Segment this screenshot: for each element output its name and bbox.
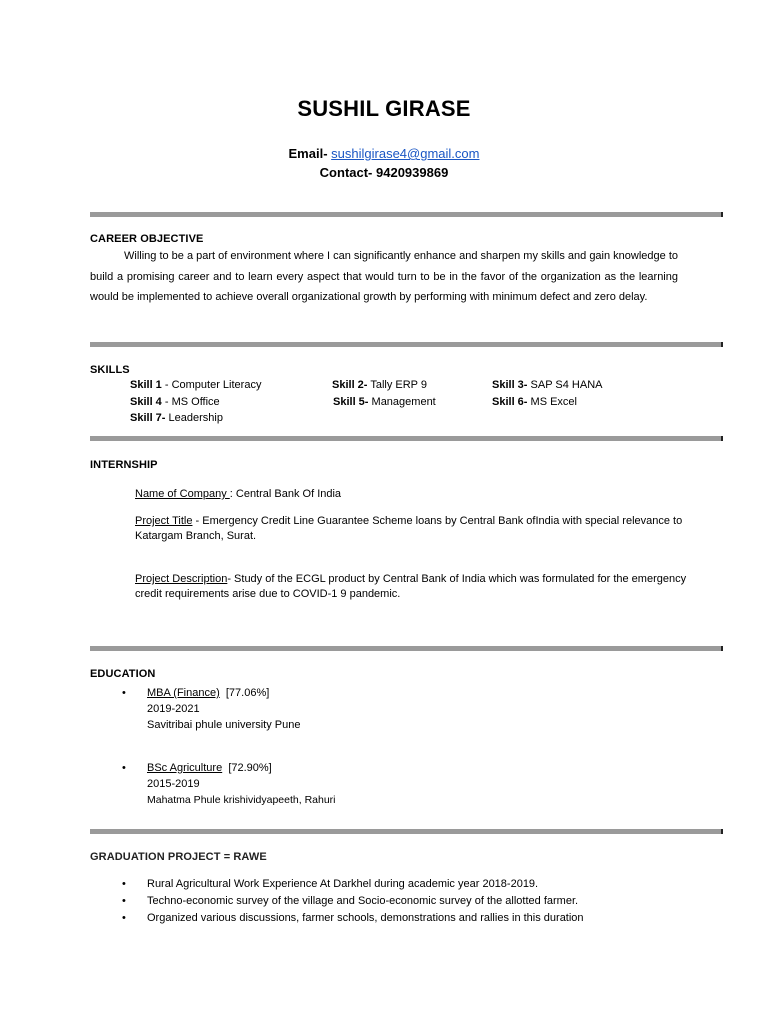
skill-item: Skill 4 - MS Office	[130, 396, 220, 408]
project-title-value: - Emergency Credit Line Guarantee Scheme loans by Central Bank ofIndia with special relevance to Katargam Branch, Surat.	[135, 515, 683, 542]
degree-score: [77.06%]	[219, 687, 270, 699]
bullet-icon: •	[122, 687, 126, 699]
project-description-value: - Study of the ECGL product by Central Bank of India which was formulated for the emergency credit requirements arise due to COVID-1 9 pandemic.	[135, 573, 687, 600]
bullet-icon: •	[122, 762, 126, 774]
degree-score: [72.90%]	[222, 762, 272, 774]
degree-institute: Mahatma Phule krishividyapeeth, Rahuri	[147, 794, 336, 806]
section-divider	[90, 646, 723, 651]
contact-label: Contact-	[319, 165, 373, 180]
section-divider	[90, 212, 723, 217]
graduation-item-text: Organized various discussions, farmer schools, demonstrations and rallies in this duration	[147, 912, 584, 924]
skill-item: Skill 6- MS Excel	[492, 396, 577, 408]
career-objective-body: Willing to be a part of environment where I can significantly enhance and sharpen my skills and gain knowledge to build a promising career and to learn every aspect that would turn to be in the favor of the organization as the learning would be implemented to achieve overall organizational growth by performing with minimum defect and zero delay.	[90, 250, 678, 303]
bullet-icon: •	[122, 912, 126, 924]
internship-company	[135, 487, 695, 502]
email-label: Email-	[288, 146, 328, 161]
career-objective-text	[90, 246, 678, 308]
graduation-project-heading: GRADUATION PROJECT = RAWE	[90, 851, 267, 863]
graduation-item-text: Techno-economic survey of the village and Socio-economic survey of the allotted farmer.	[147, 895, 579, 907]
company-label: Name of Company	[135, 488, 230, 500]
degree-line	[147, 760, 336, 776]
career-objective-heading: CAREER OBJECTIVE	[90, 233, 204, 245]
section-divider	[90, 342, 723, 347]
degree-line	[147, 685, 300, 701]
degree-years: 2019-2021	[147, 703, 200, 715]
project-description-label: Project Description	[135, 573, 228, 585]
section-divider	[90, 829, 723, 834]
bullet-icon: •	[122, 878, 126, 890]
skill-item: Skill 1 - Computer Literacy	[130, 379, 262, 391]
candidate-name: SUSHIL GIRASE	[297, 96, 471, 121]
skill-item: Skill 7- Leadership	[130, 412, 223, 424]
contact-number: 9420939869	[376, 165, 449, 180]
degree-years: 2015-2019	[147, 778, 200, 790]
contact-line	[0, 165, 768, 180]
degree-name: MBA (Finance)	[147, 687, 220, 699]
bullet-icon: •	[122, 895, 126, 907]
section-divider	[90, 436, 723, 441]
skills-heading: SKILLS	[90, 364, 130, 376]
education-heading: EDUCATION	[90, 668, 156, 680]
skill-item: Skill 5- Management	[333, 396, 436, 408]
graduation-item-text: Rural Agricultural Work Experience At Darkhel during academic year 2018-2019.	[147, 878, 539, 890]
internship-heading: INTERNSHIP	[90, 459, 158, 471]
degree-institute: Savitribai phule university Pune	[147, 719, 301, 731]
skill-item: Skill 2- Tally ERP 9	[332, 379, 427, 391]
company-value: : Central Bank Of India	[229, 488, 342, 500]
email-line	[0, 146, 768, 161]
email-link[interactable]: sushilgirase4@gmail.com	[331, 146, 480, 161]
skill-item: Skill 3- SAP S4 HANA	[492, 379, 603, 391]
internship-project-description	[135, 572, 695, 602]
project-title-label: Project Title	[135, 515, 193, 527]
internship-project-title	[135, 514, 695, 544]
degree-name: BSc Agriculture	[147, 762, 223, 774]
